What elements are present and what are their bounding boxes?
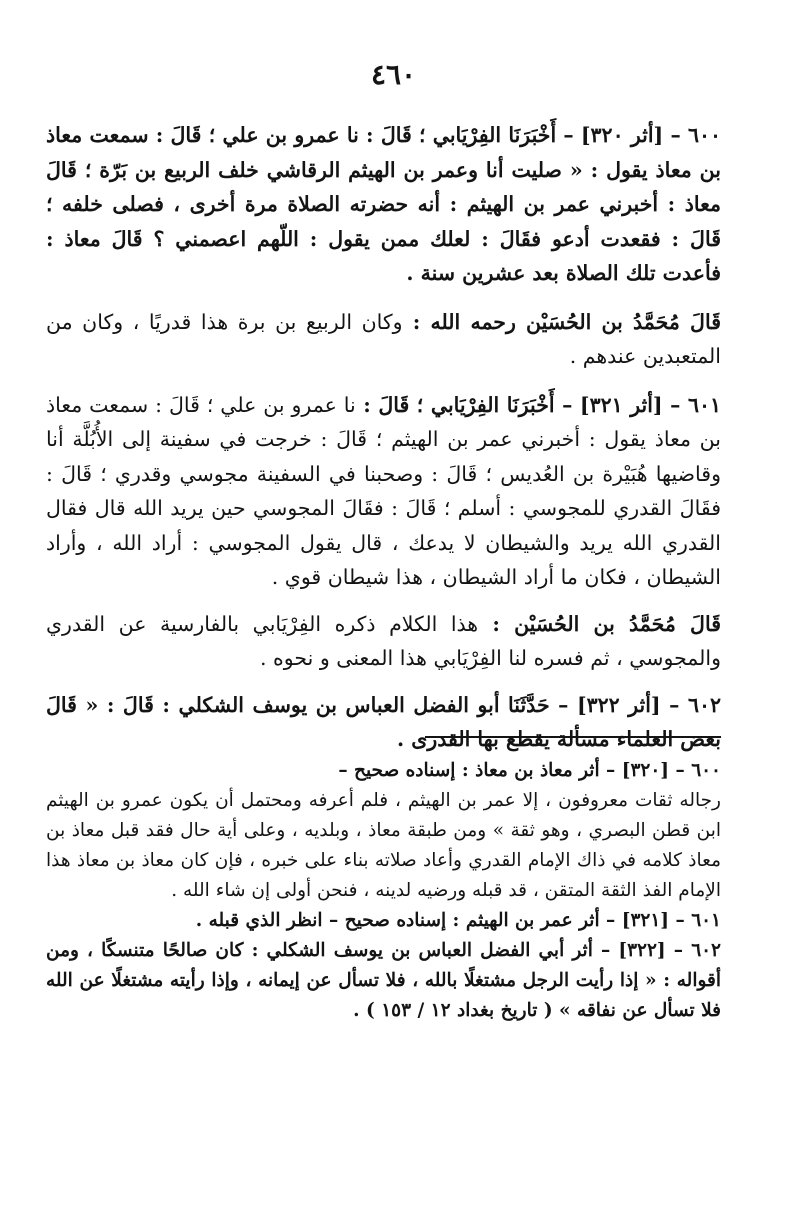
footnote-600-head: ٦٠٠ – [٣٢٠] – أثر معاذ بن معاذ : إسناده صحيح – (338, 760, 721, 781)
page-number: ٤٦٠ (370, 58, 417, 91)
footnote-602 (46, 936, 721, 1026)
hadith-601 (46, 388, 721, 595)
hadith-600-lead: ٦٠٠ – [أثر ٣٢٠] – أَخْبَرَنَا الفِرْيَابي ؛ قَالَ : نا عمرو بن علي ؛ قَالَ : سمعت معاذ بن معاذ يقول : « (46, 123, 721, 182)
author-comment-2-lead: قَالَ مُحَمَّدُ بن الحُسَيْن : (478, 611, 721, 636)
author-comment-2 (46, 607, 721, 676)
author-comment-1-text: وكان الربيع بن برة هذا قدريًا ، وكان من المتعبدين عندهم . (46, 309, 721, 368)
author-comment-1-lead: قَالَ مُحَمَّدُ بن الحُسَيْن رحمه الله : (402, 309, 721, 334)
footnote-divider (425, 736, 721, 738)
hadith-601-text: نا عمرو بن علي ؛ قَالَ : سمعت معاذ بن معاذ يقول : أخبرني عمر بن الهيثم ؛ قَالَ : خرجت في سفينة إلى الأُبُلَّة أنا وقاضيها هُبَيْرة بن العُديس ؛ قَالَ : وصحبنا في السفينة مجوسي وقدري ؛ قَالَ : فقَالَ القدري للمجوسي : أسلم ؛ قَالَ : فقَالَ المجوسي حين يريد الله قال فقال القدري الله يريد والشيطان لا يدعك ، قال يقول المجوسي : أراد الله ، وأراد الشيطان ، فكان ما أراد الشيطان ، هذا شيطان قوي . (46, 392, 721, 589)
author-comment-2-text: هذا الكلام ذكره الفِرْيَابي بالفارسية عن القدري والمجوسي ، ثم فسره لنا الفِرْيَابي هذا المعنى و نحوه . (46, 611, 721, 670)
hadith-600-body: صليت أنا وعمر بن الهيثم الرقاشي خلف الربيع بن بَرّة ؛ قَالَ معاذ : أخبرني عمر بن الهيثم : أنه حضرته الصلاة مرة أخرى ، فصلى خلفه ؛ قَالَ : فقعدت أدعو فقَالَ : لعلك ممن يقول : اللّهم اعصمني ؟ قَالَ معاذ : فأعدت تلك الصلاة بعد عشرين سنة . (46, 157, 721, 285)
footnote-602-head: ٦٠٢ – [٣٢٢] – أثر أبي الفضل العباس بن يوسف الشكلي : كان صالحًا متنسكًا ، ومن أقواله : « إذا رأيت الرجل مشتغلًا بالله ، فلا تسأل عن إيمانه ، وإذا رأيته مشتغلًا عن الله فلا تسأل عن نفاقه » ( تاريخ بغداد ١٢ / ١٥٣ ) . (46, 940, 721, 1021)
hadith-602-lead: ٦٠٢ – [أثر ٣٢٢] – حَدَّثَنَا أبو الفضل العباس بن يوسف الشكلي : قَالَ : (98, 692, 722, 717)
footnotes (46, 756, 721, 1026)
footnote-601 (46, 906, 721, 936)
hadith-600 (46, 118, 721, 291)
author-comment-1 (46, 305, 721, 374)
main-text (46, 118, 721, 757)
hadith-602 (46, 688, 721, 757)
footnote-601-head: ٦٠١ – [٣٢١] – أثر عمر بن الهيثم : إسناده صحيح – انظر الذي قبله . (195, 910, 721, 931)
hadith-601-lead: ٦٠١ – [أثر ٣٢١] – أَخْبَرَنَا الفِرْيَابي ؛ قَالَ : (355, 392, 721, 417)
footnote-600-body: رجاله ثقات معروفون ، إلا عمر بن الهيثم ، فلم أعرفه ومحتمل أن يكون عمرو بن الهيثم ابن قطن البصري ، وهو ثقة » ومن طبقة معاذ ، وبلديه ، وعلى أية حال فقد قبل معاذ بن معاذ كلامه في ذاك الإمام القدري وأعاد صلاته بناء على خبره ، فإن كان معاذ بن معاذ هذا الإمام الفذ الثقة المتقن ، قد قبله ورضيه لدينه ، فنحن أولى إن شاء الله . (46, 790, 721, 901)
footnote-600 (46, 756, 721, 786)
hadith-602-body: « قَالَ بعض العلماء مسألة يقطع بها القدرى . (46, 692, 721, 751)
